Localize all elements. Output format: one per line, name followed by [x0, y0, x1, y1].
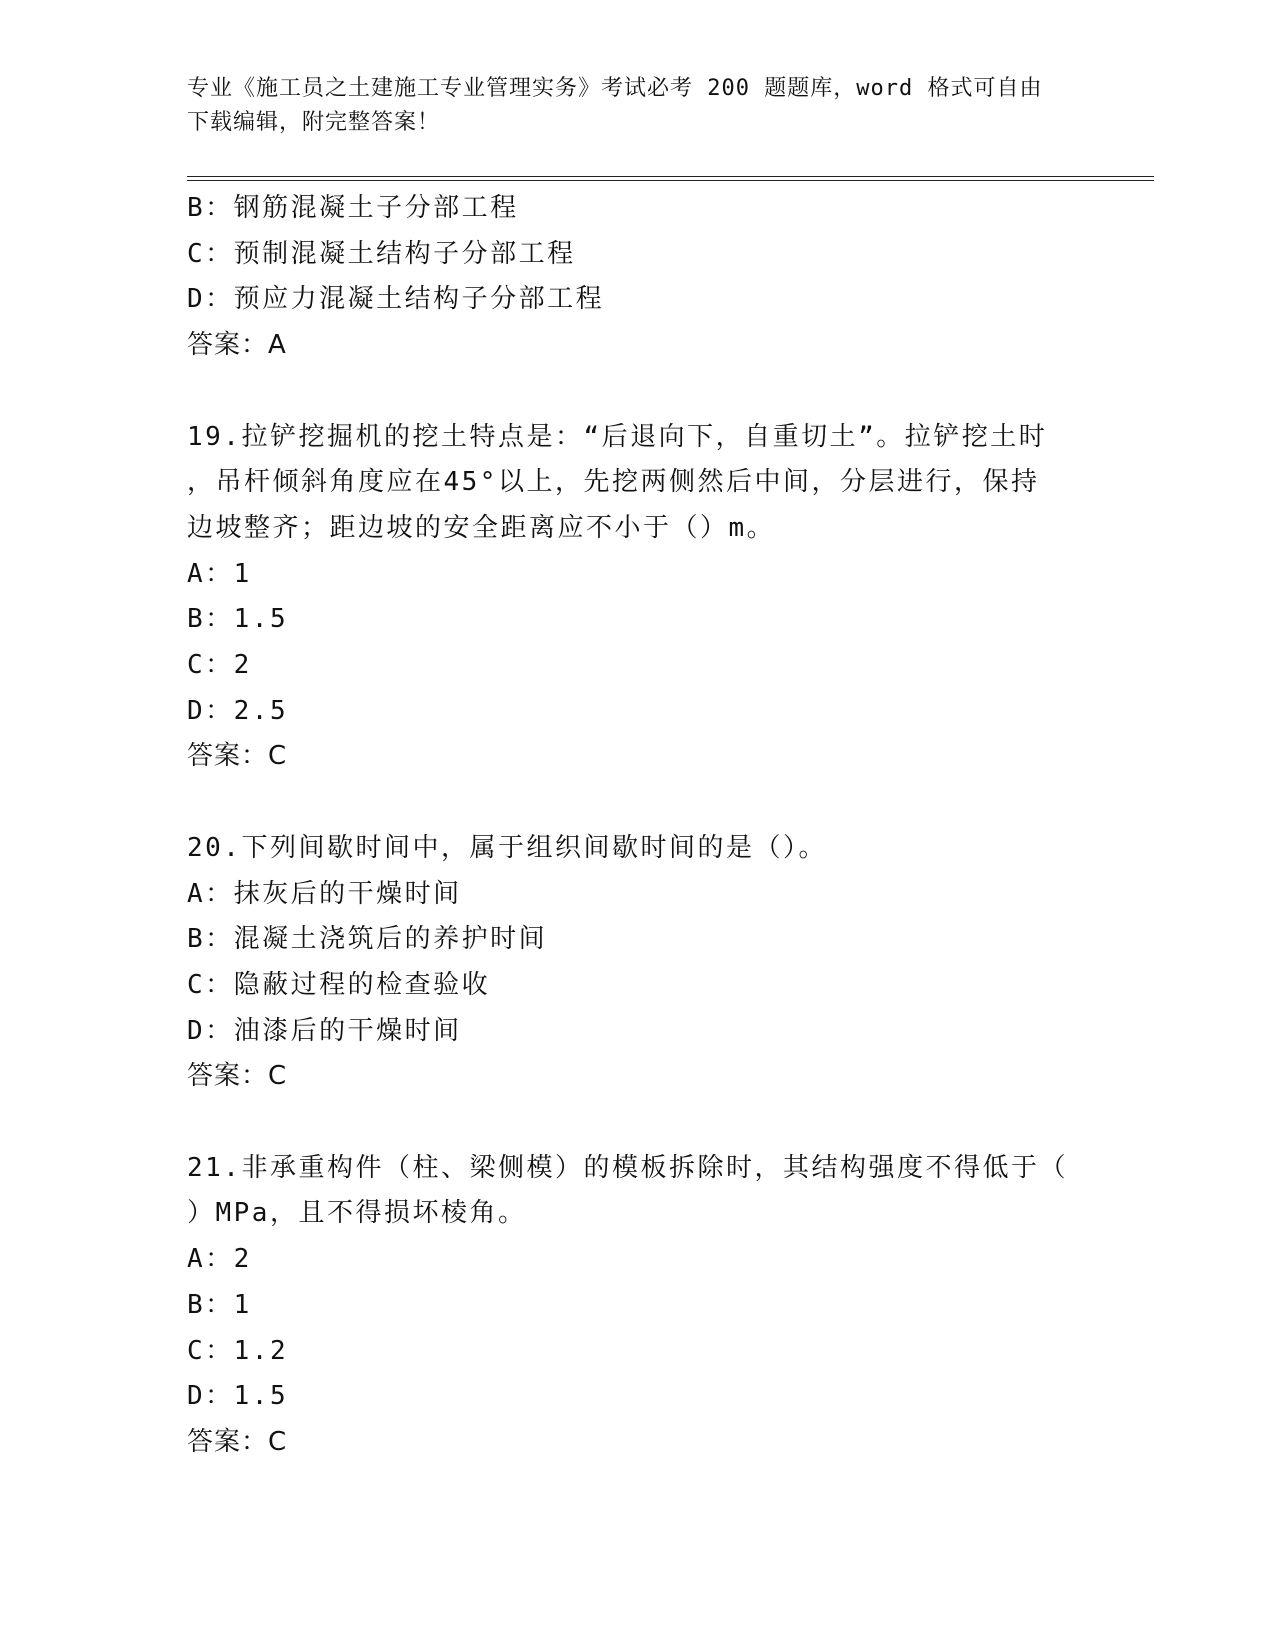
answer-line: 答案：C [187, 1426, 288, 1457]
question-spacer [187, 1100, 1087, 1146]
document-header [187, 72, 1087, 140]
option-d: D：油漆后的干燥时间 [187, 1015, 462, 1046]
stem-line: 21.非承重构件（柱、梁侧模）的模板拆除时，其结构强度不得低于（ [187, 1152, 1068, 1183]
question-spacer [187, 369, 1087, 415]
answer-line: 答案：A [187, 330, 287, 361]
option-b: B：1.5 [187, 604, 289, 635]
option-d: D：预应力混凝土结构子分部工程 [187, 284, 605, 315]
answer-line: 答案：C [187, 741, 288, 772]
stem-line: 20.下列间歇时间中，属于组织间歇时间的是（）。 [187, 832, 827, 863]
option-b: B：1 [187, 1289, 252, 1320]
header-divider [187, 176, 1154, 181]
option-a: A：2 [187, 1244, 252, 1275]
option-d: D：2.5 [187, 695, 289, 726]
answer-line: 答案：C [187, 1061, 288, 1092]
option-a: A：1 [187, 558, 252, 589]
stem-line: ，吊杆倾斜角度应在45°以上，先挖两侧然后中间，分层进行，保持 [187, 467, 1040, 498]
question-stem [187, 415, 1087, 552]
option-c: C：预制混凝土结构子分部工程 [187, 238, 576, 269]
header-line-2: 下载编辑，附完整答案！ [187, 110, 441, 135]
option-b: B：钢筋混凝土子分部工程 [187, 193, 519, 223]
question-19 [187, 415, 1087, 781]
document-body [187, 186, 1087, 1466]
question-stem [187, 826, 1087, 872]
header-line-1: 专业《施工员之土建施工专业管理实务》考试必考 200 题题库，word 格式可自由 [187, 76, 1043, 101]
option-a: A：抹灰后的干燥时间 [187, 878, 462, 909]
option-c: C：2 [187, 650, 252, 681]
question-20 [187, 826, 1087, 1100]
option-c: C：1.2 [187, 1335, 289, 1366]
question-spacer [187, 780, 1087, 826]
stem-line: ）MPa，且不得损坏棱角。 [187, 1198, 527, 1229]
question-21 [187, 1146, 1087, 1466]
option-b: B：混凝土浇筑后的养护时间 [187, 924, 548, 955]
option-c: C：隐蔽过程的检查验收 [187, 969, 491, 1000]
stem-line: 19.拉铲挖掘机的挖土特点是：“后退向下，自重切土”。拉铲挖土时 [187, 421, 1048, 452]
stem-line: 边坡整齐；距边坡的安全距离应不小于（）m。 [187, 512, 776, 543]
option-d: D：1.5 [187, 1381, 289, 1412]
question-stem [187, 1146, 1087, 1237]
question-18-tail [187, 186, 1087, 369]
